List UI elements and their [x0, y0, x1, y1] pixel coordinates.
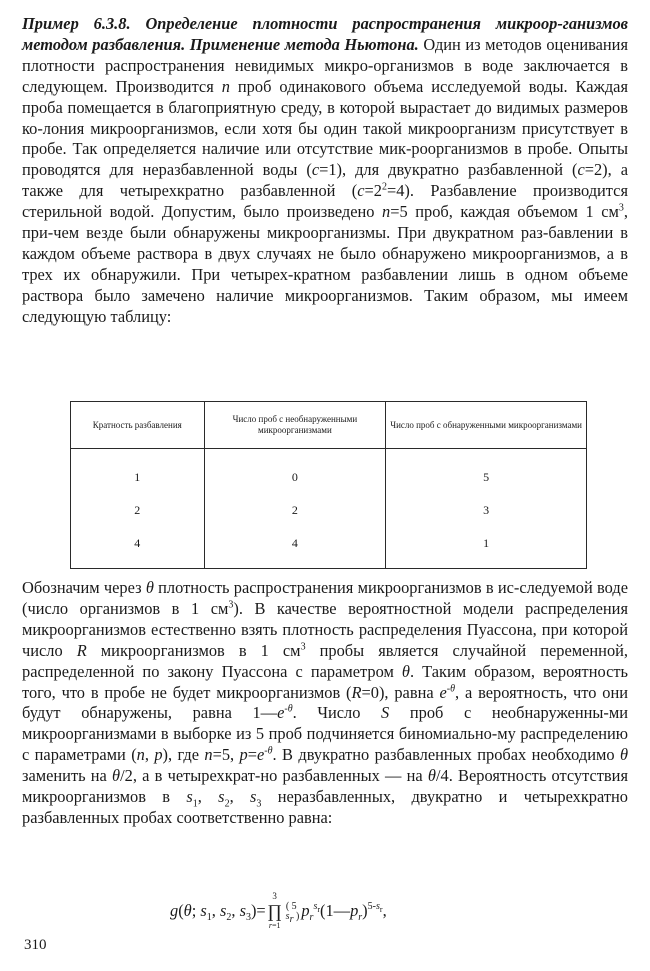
- text-run: Один из методов оценивания плотности распространения невидимых микро-организмов в воде заключается в следующем. Производится: [22, 34, 628, 96]
- table-cell: 2: [204, 494, 386, 527]
- example-heading: Пример 6.3.8. Определение плотности распространения микроор-ганизмов методом разбавления. Применение метода Ньютона.: [22, 14, 628, 54]
- table-header: Число проб с необнаруженными микроорганизмами: [204, 402, 386, 449]
- table-row: [71, 449, 587, 495]
- table-cell: 4: [204, 527, 386, 569]
- text-run: неразбавленных, двукратно и четырехкратно разбавленных пробах соответственно равна:: [22, 787, 628, 827]
- text-run: , а в четырехкрат-но разбавленных — на: [132, 766, 428, 786]
- text-run: , при-чем везде были обнаружены микроорганизмы. При двукратном раз-бавлении в каждом объеме раствора в двух случаях не было обнаружено микроорганизмов, а в трех их обнаружили. При четырех-кратном разбавлении лишь в одном объеме раствора было замечено наличие микроорганизмов. Таким образом, мы имеем следующую таблицу:: [22, 202, 628, 326]
- table-cell: 2: [71, 494, 205, 527]
- text-run: =0), равна: [361, 682, 440, 702]
- table-header: Число проб с обнаруженными микроорганизмами: [386, 402, 587, 449]
- table-cell: 4: [71, 527, 205, 569]
- table-cell: 1: [71, 449, 205, 495]
- text-run: . Вероятность отсутствия микроорганизмов в: [22, 766, 628, 807]
- table-row: [71, 494, 587, 527]
- text-run: заменить на: [22, 766, 113, 786]
- table-header-row: [71, 402, 587, 449]
- text-run: =1), для двукратно разбавленной (: [319, 160, 578, 180]
- text-run: =2), а также для четырехкратно разбавленной (: [22, 160, 628, 201]
- text-run: микроорганизмов в 1 см: [86, 640, 301, 660]
- page-number: 310: [24, 937, 47, 953]
- dilution-table: [70, 401, 587, 569]
- table-row: [71, 527, 587, 569]
- likelihood-formula: g(θ; $s_1$, $s_2$, $s_3)=$ 3 ∏ r=1 ( 5 $s_r$ ) $p_r^{s_r}(1—p_r)^{5-s_r}$,: [170, 891, 387, 930]
- text-run: . Число: [292, 703, 382, 723]
- table-cell: 0: [204, 449, 386, 495]
- text-run: =4). Разбавление производится стерильной водой. Допустим, было произведено: [22, 181, 628, 222]
- text-run: =5 проб, каждая объемом 1 см: [390, 202, 619, 222]
- text-run: ). В качестве вероятностной модели распределения микроорганизмов естественно взять плотность распределения Пуассона, при которой число: [22, 598, 628, 660]
- table-cell: 1: [386, 527, 587, 569]
- model-paragraph: Обозначим через θ плотность распространения микроорганизмов в ис-следуемой воде (число организмов в 1 $см^3$). В качестве вероятностной модели распределения микроорганизмов естественно взять плотность распределения Пуассона, при которой число R микроорганизмов в 1 $см^3$ пробы является случайной переменной, распределенной по закону Пуассона с параметром θ. Таким образом, вероятность того, что в пробе не будет микроорганизмов (R=0), равна $e^{-\theta}$, а вероятность, что они будут обнаружены, равна $1—e^{-\theta}$. Число S проб с необнаруженны-ми микроорганизмами в выборке из 5 проб подчиняется биномиально-му распределению с параметрами (n, p), где n=5, $p=e^{-\theta}$. В двукратно разбавленных пробах необходимо θ заменить на θ/2, а в четырехкрат-но разбавленных — на θ/4. Вероятность отсутствия микроорганизмов в $s_1$, $s_2$, $s_3$ неразбавленных, двукратно и четырехкратно разбавленных пробах соответственно равна:: [22, 578, 629, 827]
- text-run: ), где: [162, 745, 205, 765]
- text-run: плотность распространения микроорганизмов в ис-следуемой воде (число организмов в 1 см: [22, 578, 628, 618]
- binomial-coefficient: ( 5 $s_r$ ): [285, 901, 300, 925]
- text-run: . В двукратно разбавленных пробах необходимо: [272, 745, 620, 765]
- text-run: проб одинакового объема исследуемой воды. Каждая проба помещается в благоприятную среду, в которой вырастает до видимых размеров ко-лония микроорганизмов, если хотя бы один такой микроорганизм присутствует в пробе. Так определяется наличие или отсутствие мик-роорганизмов в пробе. Опыты проводятся для неразбавленной воды (: [22, 76, 628, 180]
- example-paragraph: Пример 6.3.8. Определение плотности распространения микроор-ганизмов методом разбавления. Применение метода Ньютона. Один из методов оценивания плотности распространения невидимых микро-организмов в воде заключается в следующем. Производится n проб одинакового объема исследуемой воды. Каждая проба помещается в благоприятную среду, в которой вырастает до видимых размеров ко-лония микроорганизмов, если хотя бы один такой микроорганизм присутствует в пробе. Так определяется наличие или отсутствие мик-роорганизмов в пробе. Опыты проводятся для неразбавленной воды (c=1), для двукратно разбавленной (c=2), а также для четырехкратно разбавленной $(c=2^2=4)$. Разбавление производится стерильной водой. Допустим, было произведено n=5 проб, каждая объемом 1 $см^3$, при-чем везде были обнаружены микроорганизмы. При двукратном раз-бавлении в каждом объеме раствора в двух случаях не было обнаружено микроорганизмов, а в трех их обнаружили. При четырех-кратном разбавлении лишь в одном объеме раствора было замечено наличие микроорганизмов. Таким образом, мы имеем следующую таблицу:: [22, 14, 628, 326]
- table-cell: 5: [386, 449, 587, 495]
- product-operator: 3 ∏ r=1: [267, 891, 283, 930]
- text-run: Обозначим через: [22, 578, 146, 597]
- text-run: , а вероятность, что они будут обнаружены, равна 1—: [22, 682, 628, 723]
- text-run: =5,: [212, 745, 240, 765]
- text-run: пробы является случайной переменной, распределенной по закону Пуассона с параметром: [22, 640, 629, 681]
- table-header: Кратность разбавления: [71, 402, 205, 449]
- text-run: проб с необнаруженны-ми микроорганизмами в выборке из 5 проб подчиняется биномиально-му распределению с параметрами (: [22, 703, 628, 765]
- table-cell: 3: [386, 494, 587, 527]
- text-run: . Таким образом, вероятность того, что в пробе не будет микроорганизмов (: [22, 661, 628, 702]
